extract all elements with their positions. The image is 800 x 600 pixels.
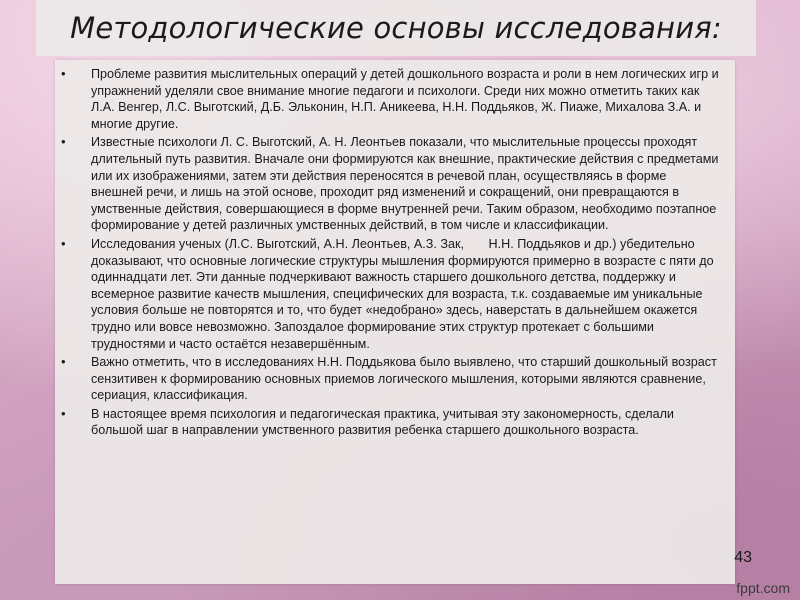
content-box bbox=[55, 60, 735, 584]
bullet-item bbox=[61, 134, 721, 234]
bullet-dot-icon: • bbox=[61, 354, 66, 370]
title-bar bbox=[36, 0, 756, 56]
bullet-text: Проблеме развития мыслительных операций у детей дошкольного возраста и роли в нем логических игр и упражнений уделяли свое внимание многие педагоги и психологи. Среди них можно отметить таких как Л.А. Венгер, Л.С. Выготский, Д.Б. Эльконин, Н.П. Аникеева, Н.Н. Поддьяков, Ж. Пиаже, Михалова З.А. и многие другие. bbox=[91, 67, 719, 131]
watermark-text: fppt.com bbox=[736, 580, 790, 596]
bullet-dot-icon: • bbox=[61, 66, 66, 81]
bullet-dot-icon: • bbox=[61, 235, 66, 251]
bullet-list bbox=[55, 60, 735, 439]
bullet-item bbox=[61, 66, 721, 132]
bullet-dot-icon: • bbox=[61, 134, 66, 150]
bullet-item bbox=[61, 236, 721, 352]
bullet-text: Исследования ученых (Л.С. Выготский, А.Н. Леонтьев, А.З. Зак, Н.Н. Поддьяков и др.) убедительно доказывают, что основные логические структуры мышления формируются примерно в возрасте с пяти до одиннадцати лет. Эти данные подчеркивают важность старшего дошкольного детства, поддержку и всемерное развитие качеств мышления, специфических для возраста, т.к. создаваемые им уникальные условия больше не повторятся и то, что будет «недобрано» здесь, наверстать в дальнейшем окажется трудно или вовсе невозможно. Запоздалое формирование этих структур протекает с большими трудностями и часто остаётся незавершённым. bbox=[91, 236, 718, 351]
slide-title: Методологические основы исследования: bbox=[70, 11, 722, 45]
bullet-text: Важно отметить, что в исследованиях Н.Н. Поддьякова было выявлено, что старший дошкольный возраст сензитивен к формированию основных приемов логического мышления, которыми являются сравнение, сериация, классификация. bbox=[91, 355, 717, 403]
bullet-text: В настоящее время психология и педагогическая практика, учитывая эту закономерность, сделали большой шаг в направлении умственного развития ребенка старшего дошкольного возраста. bbox=[91, 406, 674, 438]
page-number: 43 bbox=[734, 549, 752, 566]
bullet-dot-icon: • bbox=[61, 405, 66, 421]
bullet-item bbox=[61, 406, 721, 439]
bullet-text: Известные психологи Л. С. Выготский, А. Н. Леонтьев показали, что мыслительные процессы проходят длительный путь развития. Вначале они формируются как внешние, практические действия с предметами или их изображениями, затем эти действия переносятся в речевой план, осуществляясь в форме внешней речи, и лишь на этой основе, проходит ряд изменений и сокращений, они превращаются в умственные действия, совершающиеся в форме внутренней речи. Таким образом, необходимо поэтапное формирование у детей различных умственных действий, в том числе и классификации. bbox=[91, 135, 719, 233]
bullet-item bbox=[61, 354, 721, 404]
